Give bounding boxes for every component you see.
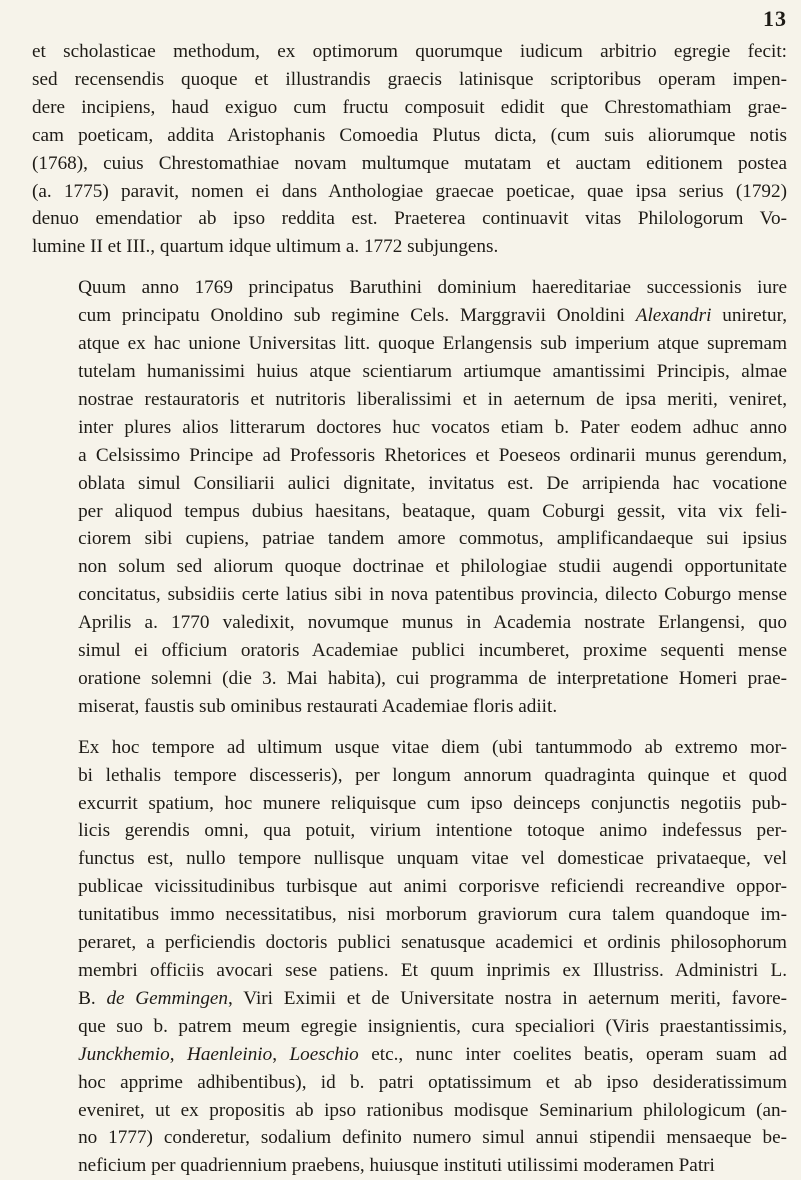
text-line: bi lethalis tempore discesseris), per longum annorum quadraginta quinque et quod xyxy=(78,764,787,786)
text-line: excurrit spatium, hoc munere reliquisque cum ipso deinceps conjunctis negotiis pub- xyxy=(78,792,787,814)
text-line: nostrae restauratoris et nutritoris liberalissimi et in aeternum de ipsa meriti, veniret, xyxy=(78,388,787,410)
text-line: per aliquod tempus dubius haesitans, beataque, quam Coburgi gessit, vita vix feli- xyxy=(78,500,787,522)
text-line: eveniret, ut ex propositis ab ipso rationibus modisque Seminarium philologicum (an- xyxy=(78,1099,787,1121)
text-line: B. de Gemmingen, Viri Eximii et de Universitate nostra in aeternum meriti, favore- xyxy=(78,987,787,1009)
text-line: simul ei officium oratoris Academiae publici incumberet, proxime sequenti mense xyxy=(78,640,787,662)
paragraph xyxy=(32,734,787,1180)
text-line: tutelam humanissimi huius atque scientiarum artiumque amantissimi Principis, almae xyxy=(78,360,787,382)
text-line: (a. 1775) paravit, nomen ei dans Anthologiae graecae poeticae, quae ipsa serius (1792) xyxy=(32,180,787,202)
text-line: Ex hoc tempore ad ultimum usque vitae diem (ubi tantummodo ab extremo mor- xyxy=(78,736,787,758)
text-line: concitatus, subsidiis certe latius sibi in nova patentibus provincia, dilecto Coburgo mense xyxy=(78,584,787,606)
text-line: (1768), cuius Chrestomathiae novam multumque mutatam et auctam editionem postea xyxy=(32,152,787,174)
paragraph xyxy=(32,38,787,261)
text-line: sed recensendis quoque et illustrandis graecis latinisque scriptoribus operam impen- xyxy=(32,68,787,90)
text-line: miserat, faustis sub ominibus restaurati Academiae floris adiit. xyxy=(78,695,558,717)
text-line: atque ex hac unione Universitas litt. quoque Erlangensis sub imperium atque supremam xyxy=(78,333,787,355)
page-number: 13 xyxy=(763,6,787,31)
text-line: cam poeticam, addita Aristophanis Comoedia Plutus dicta, (cum suis aliorumque notis xyxy=(32,124,787,146)
text-line: denuo emendatior ab ipso reddita est. Praeterea continuavit vitas Philologorum Vo- xyxy=(32,208,787,230)
text-line: Aprilis a. 1770 valedixit, novumque munus in Academia nostrate Erlangensi, quo xyxy=(78,612,787,634)
text-line: peraret, a perficiendis doctoris publici senatusque academici et ordinis philosophorum xyxy=(78,932,787,954)
text-line: a Celsissimo Principe ad Professoris Rhetorices et Poeseos ordinarii munus gerendum, xyxy=(78,444,787,466)
text-line: que suo b. patrem meum egregie insignientis, cura specialiori (Viris praestantissimis, xyxy=(78,1015,787,1037)
text-line: inter plures alios litterarum doctores huc vocatos etiam b. Pater eodem adhuc anno xyxy=(78,416,787,438)
text-line: Quum anno 1769 principatus Baruthini dominium haereditariae successionis iure xyxy=(78,277,787,299)
text-line: licis gerendis omni, qua potuit, virium intentione totoque animo indefessus per- xyxy=(78,820,787,842)
text-line: non solum sed aliorum quoque doctrinae et philologiae studii augendi opportunitate xyxy=(78,556,787,578)
text-line: publicae vicissitudinibus turbisque aut animi corporisve reficiendi recreandive oppor- xyxy=(78,876,787,898)
text-line: membri officiis avocari sese patiens. Et quum inprimis ex Illustriss. Administri L. xyxy=(78,960,787,981)
text-line: oblata simul Consiliarii aulici dignitate, invitatus est. De arripienda hac vocatione xyxy=(78,472,787,494)
text-line: Junckhemio, Haenleinio, Loeschio etc., nunc inter coelites beatis, operam suam ad xyxy=(78,1043,788,1065)
text-line: dere incipiens, haud exiguo cum fructu composuit edidit que Chrestomathiam grae- xyxy=(32,96,787,118)
paragraph xyxy=(32,274,787,721)
text-line: tunitatibus immo necessitatibus, nisi morborum graviorum cura talem quandoque im- xyxy=(78,904,787,926)
text-line: cum principatu Onoldino sub regimine Cels. Marggravii Onoldini Alexandri uniretur, xyxy=(78,305,787,327)
text-line: no 1777) conderetur, sodalium definito numero simul annui stipendii mensaeque be- xyxy=(78,1127,787,1149)
text-line: oratione solemni (die 3. Mai habita), cui programma de interpretatione Homeri prae- xyxy=(78,667,787,689)
text-line: functus est, nullo tempore nullisque unquam vitae vel domesticae privataeque, vel xyxy=(78,848,787,870)
text-line: neficium per quadriennium praebens, huiusque instituti utilissimi moderamen Patri xyxy=(78,1155,715,1177)
text-line: hoc apprime adhibentibus), id b. patri optatissimum et ab ipso desideratissimum xyxy=(78,1071,787,1093)
text-line: lumine II et III., quartum idque ultimum a. 1772 subjungens. xyxy=(32,236,499,258)
text-line: ciorem sibi cupiens, patriae tandem amore commotus, amplificandaeque sui ipsius xyxy=(78,528,787,550)
text-line: et scholasticae methodum, ex optimorum quorumque iudicum arbitrio egregie fecit: xyxy=(32,41,787,62)
body-text xyxy=(32,38,787,1180)
